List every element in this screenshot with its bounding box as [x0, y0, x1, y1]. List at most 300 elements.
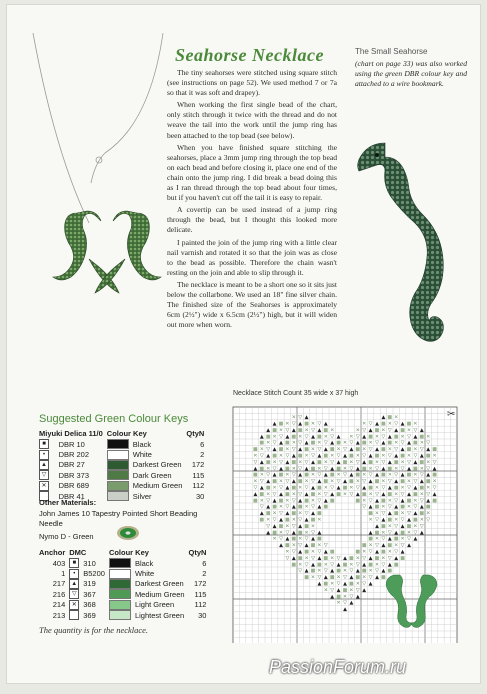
svg-text:■: ■ — [361, 568, 367, 575]
svg-text:✕: ✕ — [355, 478, 360, 485]
svg-text:▲: ▲ — [279, 465, 283, 472]
svg-text:■: ■ — [304, 497, 309, 504]
sidebar-text: (chart on page 33) was also worked using the green DBR colour key and attached to a wire bookmark. — [355, 59, 467, 89]
svg-text:▽: ▽ — [253, 459, 258, 466]
chart-symbol: ▲ — [69, 579, 79, 589]
svg-text:▽: ▽ — [343, 446, 347, 453]
delica-code: DBR 10 — [58, 439, 85, 449]
svg-text:■: ■ — [387, 568, 393, 575]
svg-text:▽: ▽ — [279, 459, 283, 466]
thread-bobbin-icon — [115, 524, 141, 542]
svg-text:▽: ▽ — [253, 485, 258, 491]
svg-text:▲: ▲ — [419, 478, 424, 485]
svg-text:▽: ▽ — [317, 472, 322, 479]
svg-text:✕: ✕ — [406, 504, 412, 511]
svg-text:▲: ▲ — [432, 465, 437, 472]
svg-text:■: ■ — [406, 421, 412, 427]
svg-text:▽: ▽ — [368, 497, 373, 504]
svg-text:▽: ▽ — [285, 427, 290, 434]
svg-text:✕: ✕ — [381, 427, 386, 434]
svg-text:▽: ▽ — [343, 472, 347, 479]
anchor-code: 217 — [52, 579, 66, 589]
svg-text:✕: ✕ — [342, 440, 348, 447]
svg-text:▽: ▽ — [259, 478, 264, 485]
svg-text:▲: ▲ — [279, 440, 283, 447]
sidebar-title: The Small Seahorse — [355, 47, 428, 56]
svg-text:▲: ▲ — [343, 581, 347, 587]
svg-text:✕: ✕ — [285, 446, 290, 453]
svg-text:▲: ▲ — [298, 446, 303, 453]
svg-text:▽: ▽ — [304, 433, 309, 440]
svg-text:■: ■ — [291, 536, 297, 543]
svg-text:▽: ▽ — [432, 485, 437, 491]
svg-text:▽: ▽ — [311, 555, 315, 562]
svg-text:✕: ✕ — [298, 485, 303, 491]
svg-text:✕: ✕ — [330, 427, 335, 434]
svg-text:■: ■ — [349, 555, 354, 562]
miyuki-key-row — [37, 449, 206, 459]
svg-text:▲: ▲ — [387, 459, 392, 466]
svg-text:▽: ▽ — [311, 453, 315, 459]
svg-text:✕: ✕ — [317, 517, 322, 523]
svg-text:✕: ✕ — [298, 433, 303, 440]
svg-text:✕: ✕ — [362, 574, 367, 581]
svg-text:■: ■ — [336, 568, 341, 575]
svg-text:✕: ✕ — [291, 517, 296, 523]
svg-text:✕: ✕ — [323, 459, 328, 466]
svg-text:■: ■ — [272, 504, 277, 511]
article-paragraph: The necklace is meant to be a short one so it sits just below the collarbone. We used an 18" fine silver chain. The finished size of the Seahorses is approximately 6cm (2½") wide x 6.5cm (2½") high, but it will widen out more when worn. — [167, 279, 337, 330]
colour-swatch — [107, 460, 129, 470]
svg-text:▽: ▽ — [330, 433, 335, 440]
stitch-chart — [229, 405, 465, 643]
svg-text:▲: ▲ — [381, 440, 386, 447]
chain-right — [105, 33, 163, 153]
svg-text:■: ■ — [381, 421, 386, 427]
svg-text:▽: ▽ — [298, 414, 303, 421]
svg-text:▲: ▲ — [311, 433, 315, 440]
svg-text:▽: ▽ — [336, 555, 341, 562]
svg-text:▽: ▽ — [285, 555, 290, 562]
svg-text:■: ■ — [304, 472, 309, 479]
dmc-header-colour-key: Colour Key — [108, 548, 149, 557]
svg-text:▽: ▽ — [317, 446, 322, 453]
svg-text:■: ■ — [425, 504, 431, 511]
svg-text:▽: ▽ — [291, 421, 296, 427]
svg-text:■: ■ — [361, 440, 367, 447]
colour-swatch — [109, 558, 131, 568]
svg-text:▲: ▲ — [387, 561, 392, 568]
svg-text:■: ■ — [272, 453, 277, 459]
svg-text:✕: ✕ — [349, 587, 354, 594]
svg-text:✕: ✕ — [426, 485, 431, 491]
svg-text:▽: ▽ — [285, 504, 290, 511]
svg-text:■: ■ — [253, 472, 258, 479]
svg-text:✕: ✕ — [394, 414, 399, 421]
svg-text:✕: ✕ — [387, 549, 392, 555]
svg-text:✕: ✕ — [374, 561, 380, 568]
svg-text:■: ■ — [425, 453, 431, 459]
svg-text:✕: ✕ — [317, 465, 322, 472]
svg-text:■: ■ — [265, 459, 271, 466]
svg-text:■: ■ — [393, 433, 399, 440]
svg-text:■: ■ — [393, 536, 399, 543]
svg-text:■: ■ — [323, 427, 329, 434]
chain-left — [33, 33, 89, 223]
svg-text:▲: ▲ — [330, 593, 335, 600]
anchor-code: 403 — [52, 558, 66, 568]
colour-name: Dark Green — [132, 470, 172, 480]
svg-text:▽: ▽ — [317, 574, 322, 581]
svg-text:▽: ▽ — [381, 459, 386, 466]
svg-text:■: ■ — [278, 523, 284, 530]
svg-text:■: ■ — [259, 465, 265, 472]
colour-name: White — [132, 450, 152, 460]
colour-name: Lightest Green — [134, 610, 185, 620]
svg-text:■: ■ — [374, 478, 380, 485]
quantity: 6 — [200, 439, 205, 449]
svg-text:▽: ▽ — [330, 485, 335, 491]
svg-text:✕: ✕ — [342, 593, 348, 600]
dmc-code: 367 — [83, 589, 96, 599]
miyuki-key-table — [37, 428, 206, 501]
svg-text:■: ■ — [304, 421, 309, 427]
svg-text:▲: ▲ — [394, 504, 399, 511]
svg-text:■: ■ — [381, 446, 386, 453]
svg-text:▲: ▲ — [355, 440, 360, 447]
svg-text:▽: ▽ — [259, 453, 264, 459]
svg-text:▲: ▲ — [272, 472, 277, 479]
svg-text:■: ■ — [336, 593, 341, 600]
svg-text:■: ■ — [361, 491, 367, 498]
svg-text:▲: ▲ — [304, 440, 309, 447]
svg-text:✕: ✕ — [317, 568, 322, 575]
svg-text:■: ■ — [265, 433, 271, 440]
svg-text:✕: ✕ — [310, 497, 316, 504]
svg-text:■: ■ — [297, 453, 303, 459]
svg-text:▲: ▲ — [362, 433, 367, 440]
svg-text:✕: ✕ — [381, 504, 386, 511]
svg-text:✕: ✕ — [400, 485, 405, 491]
svg-text:▽: ▽ — [266, 497, 271, 504]
chart-symbol: • — [39, 450, 49, 460]
svg-text:✕: ✕ — [310, 472, 316, 479]
svg-text:▽: ▽ — [387, 555, 392, 562]
svg-text:▲: ▲ — [317, 427, 322, 434]
svg-text:▽: ▽ — [375, 491, 379, 498]
svg-text:■: ■ — [272, 478, 277, 485]
svg-text:▽: ▽ — [349, 465, 354, 472]
svg-text:■: ■ — [317, 485, 322, 491]
svg-text:✕: ✕ — [349, 485, 354, 491]
svg-text:✕: ✕ — [304, 555, 309, 562]
svg-text:✕: ✕ — [374, 510, 380, 517]
quantity-footnote: The quantity is for the necklace. — [39, 625, 149, 635]
svg-text:■: ■ — [419, 433, 425, 440]
svg-text:■: ■ — [374, 427, 380, 434]
svg-text:▽: ▽ — [400, 491, 405, 498]
colour-swatch — [107, 439, 129, 449]
svg-text:▲: ▲ — [413, 485, 418, 491]
dmc-code: 310 — [83, 558, 96, 568]
svg-text:▽: ▽ — [368, 421, 373, 427]
svg-text:✕: ✕ — [387, 523, 392, 530]
svg-text:■: ■ — [253, 446, 258, 453]
svg-text:▲: ▲ — [285, 536, 290, 543]
svg-text:▲: ▲ — [407, 465, 411, 472]
svg-text:✕: ✕ — [310, 549, 316, 555]
svg-text:▽: ▽ — [375, 568, 379, 575]
svg-text:▲: ▲ — [375, 421, 379, 427]
svg-text:■: ■ — [413, 440, 418, 447]
svg-text:▲: ▲ — [387, 510, 392, 517]
svg-text:▽: ▽ — [362, 453, 367, 459]
svg-text:▲: ▲ — [336, 561, 341, 568]
svg-text:▽: ▽ — [381, 433, 386, 440]
svg-text:▽: ▽ — [323, 568, 328, 575]
svg-text:▽: ▽ — [387, 478, 392, 485]
seahorse-left — [53, 211, 101, 280]
svg-text:▽: ▽ — [304, 459, 309, 466]
svg-text:■: ■ — [336, 440, 341, 447]
colour-name: Medium Green — [132, 481, 183, 491]
svg-text:▲: ▲ — [336, 485, 341, 491]
svg-text:▽: ▽ — [317, 549, 322, 555]
svg-text:✕: ✕ — [272, 433, 277, 440]
svg-text:▽: ▽ — [304, 485, 309, 491]
svg-text:▽: ▽ — [400, 517, 405, 523]
svg-text:■: ■ — [329, 574, 335, 581]
svg-text:▲: ▲ — [368, 453, 373, 459]
svg-text:▽: ▽ — [304, 510, 309, 517]
svg-text:▲: ▲ — [317, 581, 322, 587]
svg-text:▲: ▲ — [291, 504, 296, 511]
svg-text:▽: ▽ — [387, 427, 392, 434]
svg-text:▲: ▲ — [323, 421, 328, 427]
svg-text:▽: ▽ — [323, 491, 328, 498]
svg-text:■: ■ — [297, 478, 303, 485]
svg-text:▽: ▽ — [266, 446, 271, 453]
svg-text:▲: ▲ — [368, 555, 373, 562]
svg-text:▲: ▲ — [279, 517, 283, 523]
svg-text:■: ■ — [259, 440, 265, 447]
svg-text:▲: ▲ — [323, 574, 328, 581]
article-title: Seahorse Necklace — [175, 45, 324, 65]
svg-text:■: ■ — [291, 510, 297, 517]
svg-text:▽: ▽ — [336, 478, 341, 485]
chart-symbol: ✕ — [69, 600, 79, 610]
svg-text:✕: ✕ — [400, 433, 405, 440]
svg-text:▽: ▽ — [413, 427, 418, 434]
svg-text:■: ■ — [317, 459, 322, 466]
svg-text:▲: ▲ — [394, 427, 399, 434]
svg-text:▽: ▽ — [426, 491, 431, 498]
svg-text:▲: ▲ — [400, 549, 405, 555]
svg-text:▲: ▲ — [400, 446, 405, 453]
dmc-code: 369 — [83, 610, 96, 620]
svg-text:▽: ▽ — [368, 472, 373, 479]
seahorse-right — [113, 211, 161, 280]
colour-swatch — [107, 481, 129, 491]
svg-text:▽: ▽ — [311, 504, 315, 511]
svg-text:■: ■ — [406, 523, 412, 530]
quantity: 112 — [194, 600, 207, 610]
svg-text:▽: ▽ — [259, 504, 264, 511]
svg-text:■: ■ — [387, 517, 393, 523]
svg-text:▽: ▽ — [387, 529, 392, 536]
svg-text:▲: ▲ — [375, 523, 379, 530]
svg-text:▽: ▽ — [394, 421, 399, 427]
svg-text:■: ■ — [400, 453, 405, 459]
svg-text:▲: ▲ — [330, 465, 335, 472]
anchor-code: 216 — [52, 589, 66, 599]
svg-text:▲: ▲ — [298, 472, 303, 479]
svg-text:▲: ▲ — [368, 427, 373, 434]
svg-text:■: ■ — [413, 491, 418, 498]
svg-text:■: ■ — [368, 536, 373, 543]
svg-text:■: ■ — [374, 555, 380, 562]
svg-text:▲: ▲ — [298, 421, 303, 427]
svg-text:▽: ▽ — [387, 453, 392, 459]
svg-text:✕: ✕ — [413, 472, 418, 479]
svg-text:▲: ▲ — [426, 497, 431, 504]
svg-text:▲: ▲ — [355, 593, 360, 600]
svg-text:✕: ✕ — [304, 504, 309, 511]
svg-text:▽: ▽ — [343, 600, 347, 607]
colour-swatch — [107, 450, 129, 460]
svg-text:■: ■ — [393, 510, 399, 517]
svg-text:▲: ▲ — [266, 504, 271, 511]
svg-text:✕: ✕ — [278, 427, 284, 434]
svg-text:▲: ▲ — [400, 523, 405, 530]
svg-text:▲: ▲ — [285, 433, 290, 440]
svg-text:▲: ▲ — [413, 510, 418, 517]
svg-text:✕: ✕ — [368, 542, 373, 549]
svg-text:■: ■ — [323, 453, 329, 459]
svg-text:■: ■ — [336, 465, 341, 472]
svg-text:▽: ▽ — [272, 517, 277, 523]
svg-text:■: ■ — [310, 465, 316, 472]
dmc-code: 368 — [83, 600, 96, 610]
colour-swatch — [107, 491, 129, 501]
svg-text:✕: ✕ — [342, 568, 348, 575]
svg-text:■: ■ — [400, 529, 405, 536]
colour-swatch — [109, 600, 131, 610]
svg-text:✕: ✕ — [432, 478, 437, 485]
svg-text:■: ■ — [342, 459, 348, 466]
svg-text:▲: ▲ — [413, 536, 418, 543]
svg-text:▽: ▽ — [394, 472, 399, 479]
svg-text:▲: ▲ — [311, 485, 315, 491]
svg-text:▽: ▽ — [394, 497, 399, 504]
svg-text:▲: ▲ — [330, 568, 335, 575]
quantity: 115 — [194, 589, 207, 599]
dmc-key-row — [37, 600, 208, 610]
svg-text:✕: ✕ — [368, 517, 373, 523]
svg-text:■: ■ — [381, 549, 386, 555]
chart-symbol: ■ — [69, 558, 79, 568]
svg-text:■: ■ — [323, 581, 329, 587]
svg-text:▲: ▲ — [266, 427, 271, 434]
svg-text:▲: ▲ — [362, 587, 367, 594]
svg-text:▽: ▽ — [279, 536, 283, 543]
colour-name: Darkest Green — [132, 460, 182, 470]
colour-name: Silver — [132, 491, 152, 501]
dmc-key-row — [37, 558, 208, 568]
svg-text:✕: ✕ — [266, 465, 271, 472]
svg-text:■: ■ — [329, 549, 335, 555]
chart-symbol — [69, 610, 79, 620]
svg-text:▽: ▽ — [272, 491, 277, 498]
svg-text:■: ■ — [329, 472, 335, 479]
svg-text:■: ■ — [291, 459, 297, 466]
svg-text:▽: ▽ — [330, 587, 335, 594]
svg-text:▲: ▲ — [343, 453, 347, 459]
miyuki-key-row — [37, 460, 206, 470]
colour-name: Medium Green — [134, 589, 185, 599]
article-paragraph: When working the first single bead of the chart, only stitch through it twice with the thread and do not weave the tail into the work until the jump ring has been attached to the top bead (see below). — [167, 100, 337, 140]
svg-text:■: ■ — [342, 561, 348, 568]
dmc-key-row — [37, 568, 208, 578]
svg-text:▽: ▽ — [336, 453, 341, 459]
svg-text:✕: ✕ — [349, 433, 354, 440]
svg-text:▽: ▽ — [419, 446, 424, 453]
svg-text:▽: ▽ — [285, 478, 290, 485]
chart-symbol: ▲ — [39, 460, 49, 470]
svg-text:■: ■ — [342, 587, 348, 594]
svg-text:▲: ▲ — [291, 555, 296, 562]
svg-text:▲: ▲ — [368, 478, 373, 485]
svg-text:✕: ✕ — [394, 517, 399, 523]
svg-text:✕: ✕ — [278, 453, 284, 459]
svg-text:▲: ▲ — [387, 536, 392, 543]
svg-text:■: ■ — [297, 555, 303, 562]
svg-text:✕: ✕ — [432, 453, 437, 459]
svg-text:▽: ▽ — [266, 523, 271, 530]
svg-text:■: ■ — [387, 414, 393, 421]
svg-text:✕: ✕ — [368, 568, 373, 575]
svg-text:✕: ✕ — [304, 427, 309, 434]
svg-text:▽: ▽ — [381, 561, 386, 568]
svg-text:✕: ✕ — [330, 581, 335, 587]
small-seahorse-photo — [345, 135, 471, 360]
colour-keys-title: Suggested Green Colour Keys — [39, 413, 189, 425]
svg-text:▽: ▽ — [285, 453, 290, 459]
svg-text:▲: ▲ — [419, 453, 424, 459]
svg-text:✕: ✕ — [330, 478, 335, 485]
svg-text:✕: ✕ — [362, 472, 367, 479]
svg-text:■: ■ — [253, 497, 258, 504]
anchor-code: 214 — [52, 600, 66, 610]
svg-text:▽: ▽ — [387, 504, 392, 511]
svg-text:▲: ▲ — [304, 517, 309, 523]
svg-text:▽: ▽ — [317, 421, 322, 427]
svg-text:▽: ▽ — [304, 561, 309, 568]
svg-text:■: ■ — [387, 491, 393, 498]
svg-text:✕: ✕ — [394, 465, 399, 472]
svg-text:▲: ▲ — [432, 491, 437, 498]
svg-text:▽: ▽ — [375, 542, 379, 549]
svg-text:▲: ▲ — [355, 491, 360, 498]
svg-text:✕: ✕ — [278, 478, 284, 485]
svg-text:■: ■ — [272, 529, 277, 536]
svg-text:▽: ▽ — [368, 574, 373, 581]
svg-text:✕: ✕ — [291, 414, 296, 421]
svg-text:▲: ▲ — [407, 440, 411, 447]
svg-text:▲: ▲ — [272, 523, 277, 530]
svg-text:✕: ✕ — [342, 465, 348, 472]
small-seahorse — [358, 143, 444, 341]
